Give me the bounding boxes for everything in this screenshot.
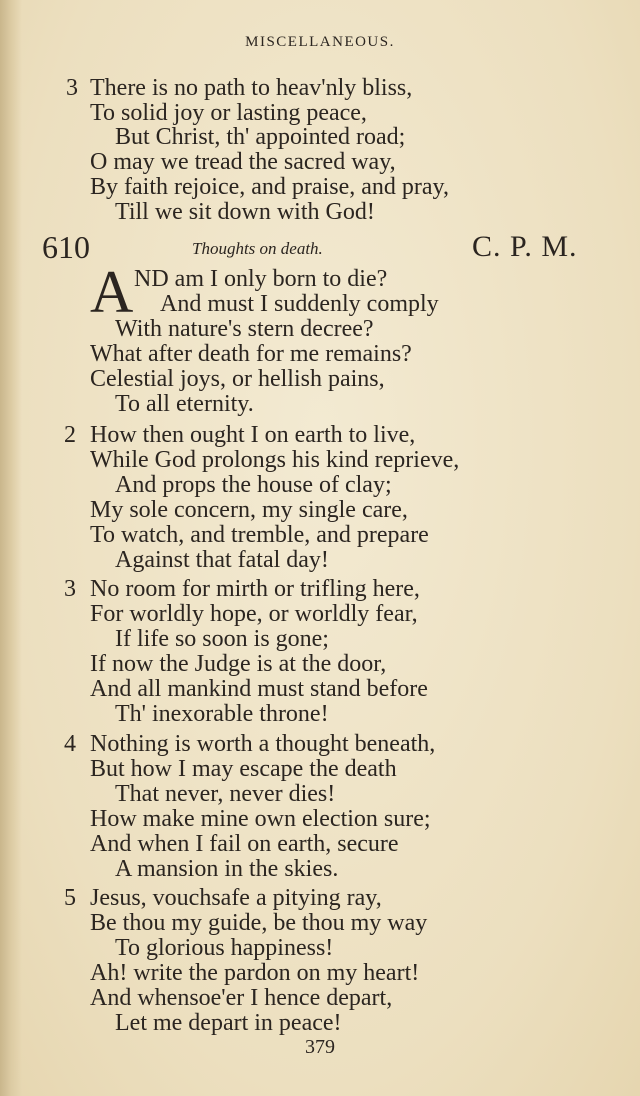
verse-line: If life so soon is gone; [115, 626, 329, 652]
verse-line: Jesus, vouchsafe a pitying ray, [90, 885, 382, 911]
verse-line: No room for mirth or trifling here, [90, 576, 420, 602]
running-head: MISCELLANEOUS. [245, 34, 395, 50]
verse-line: For worldly hope, or worldly fear, [90, 601, 418, 627]
verse-line: Ah! write the pardon on my heart! [90, 960, 420, 986]
verse-line: Th' inexorable throne! [115, 701, 329, 727]
verse-line: If now the Judge is at the door, [90, 651, 387, 677]
verse-line: And must I suddenly comply [160, 291, 439, 317]
verse-number: 4 [64, 731, 76, 757]
verse-line: O may we tread the sacred way, [90, 149, 396, 175]
verse-number: 2 [64, 422, 76, 448]
verse-line: While God prolongs his kind reprieve, [90, 447, 460, 473]
verse-line: Celestial joys, or hellish pains, [90, 366, 385, 392]
verse-number: 3 [64, 576, 76, 602]
verse-line: That never, never dies! [115, 781, 336, 807]
verse-line: My sole concern, my single care, [90, 497, 408, 523]
verse-line: There is no path to heav'nly bliss, [90, 75, 413, 101]
verse-line: How make mine own election sure; [90, 806, 431, 832]
verse-line: To all eternity. [115, 391, 254, 417]
verse-line: But Christ, th' appointed road; [115, 124, 406, 150]
drop-cap: A [90, 259, 134, 325]
verse-line: How then ought I on earth to live, [90, 422, 416, 448]
page-number: 379 [305, 1036, 335, 1058]
verse-line: Let me depart in peace! [115, 1010, 342, 1036]
verse-number: 3 [66, 75, 78, 101]
verse-line: By faith rejoice, and praise, and pray, [90, 174, 449, 200]
verse-line: And whensoe'er I hence depart, [90, 985, 393, 1011]
verse-line: To watch, and tremble, and prepare [90, 522, 429, 548]
verse-line: Be thou my guide, be thou my way [90, 910, 428, 936]
verse-line: To glorious happiness! [115, 935, 334, 961]
verse-number: 5 [64, 885, 76, 911]
verse-line: What after death for me remains? [90, 341, 412, 367]
verse-line: And when I fail on earth, secure [90, 831, 399, 857]
verse-line: ND am I only born to die? [134, 266, 388, 292]
verse-line: Till we sit down with God! [115, 199, 375, 225]
verse-line: Nothing is worth a thought beneath, [90, 731, 436, 757]
hymn-title: Thoughts on death. [192, 239, 323, 258]
verse-line: But how I may escape the death [90, 756, 397, 782]
hymn-number: 610 [42, 229, 90, 265]
verse-line: Against that fatal day! [115, 547, 329, 573]
page-gutter-shadow [0, 0, 22, 1096]
verse-line: And all mankind must stand before [90, 676, 428, 702]
verse-line: With nature's stern decree? [115, 316, 374, 342]
hymn-meter: C. P. M. [472, 230, 578, 263]
verse-line: A mansion in the skies. [115, 856, 339, 882]
verse-line: To solid joy or lasting peace, [90, 100, 367, 126]
verse-line: And props the house of clay; [115, 472, 392, 498]
